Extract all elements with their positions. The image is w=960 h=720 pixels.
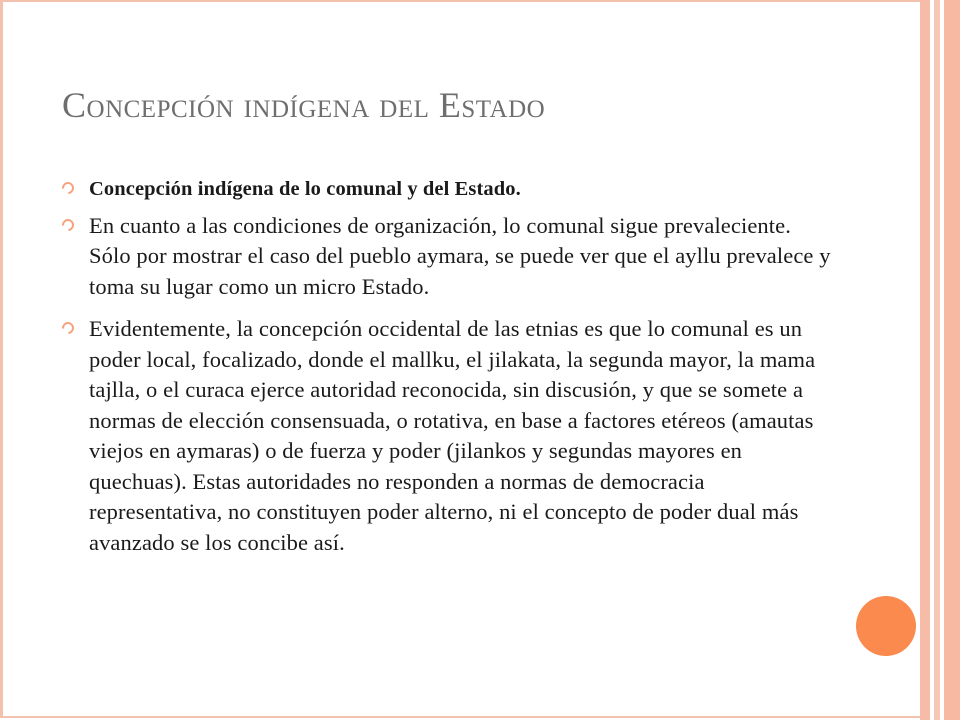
bullet-item bbox=[62, 314, 832, 558]
bullet-text: Concepción indígena de lo comunal y del Estado. bbox=[89, 178, 521, 200]
bullet-text: En cuanto a las condiciones de organización, lo comunal sigue prevaleciente. Sólo por mostrar el caso del pueblo aymara, se puede ver que el ayllu prevalece y toma su lugar como un micro Estado. bbox=[89, 212, 831, 299]
decorative-stripes bbox=[920, 0, 960, 720]
bullet-marker-icon bbox=[60, 216, 77, 233]
slide-title: Concepción indígena del Estado bbox=[62, 85, 546, 125]
bullet-list bbox=[62, 174, 832, 570]
bullet-text: Evidentemente, la concepción occidental de las etnias es que lo comunal es un poder local, focalizado, donde el mallku, el jilakata, la segunda mayor, la mama tajlla, o el curaca ejerce autoridad reconocida, sin discusión, y que se somete a normas de elección consensuada, o rotativa, en base a factores etéreos (amautas viejos en aymaras) o de fuerza y poder (jilankos y segundas mayores en quechuas). Estas autoridades no responden a normas de democracia representativa, no constituyen poder alterno, ni el concepto de poder dual más avanzado se los concibe así. bbox=[89, 316, 816, 555]
bullet-marker-icon bbox=[60, 180, 77, 197]
bullet-marker-icon bbox=[60, 320, 77, 337]
bullet-item bbox=[62, 174, 832, 205]
stripe bbox=[944, 0, 960, 720]
bullet-item bbox=[62, 211, 832, 303]
accent-circle bbox=[856, 596, 916, 656]
stripe bbox=[920, 0, 930, 720]
